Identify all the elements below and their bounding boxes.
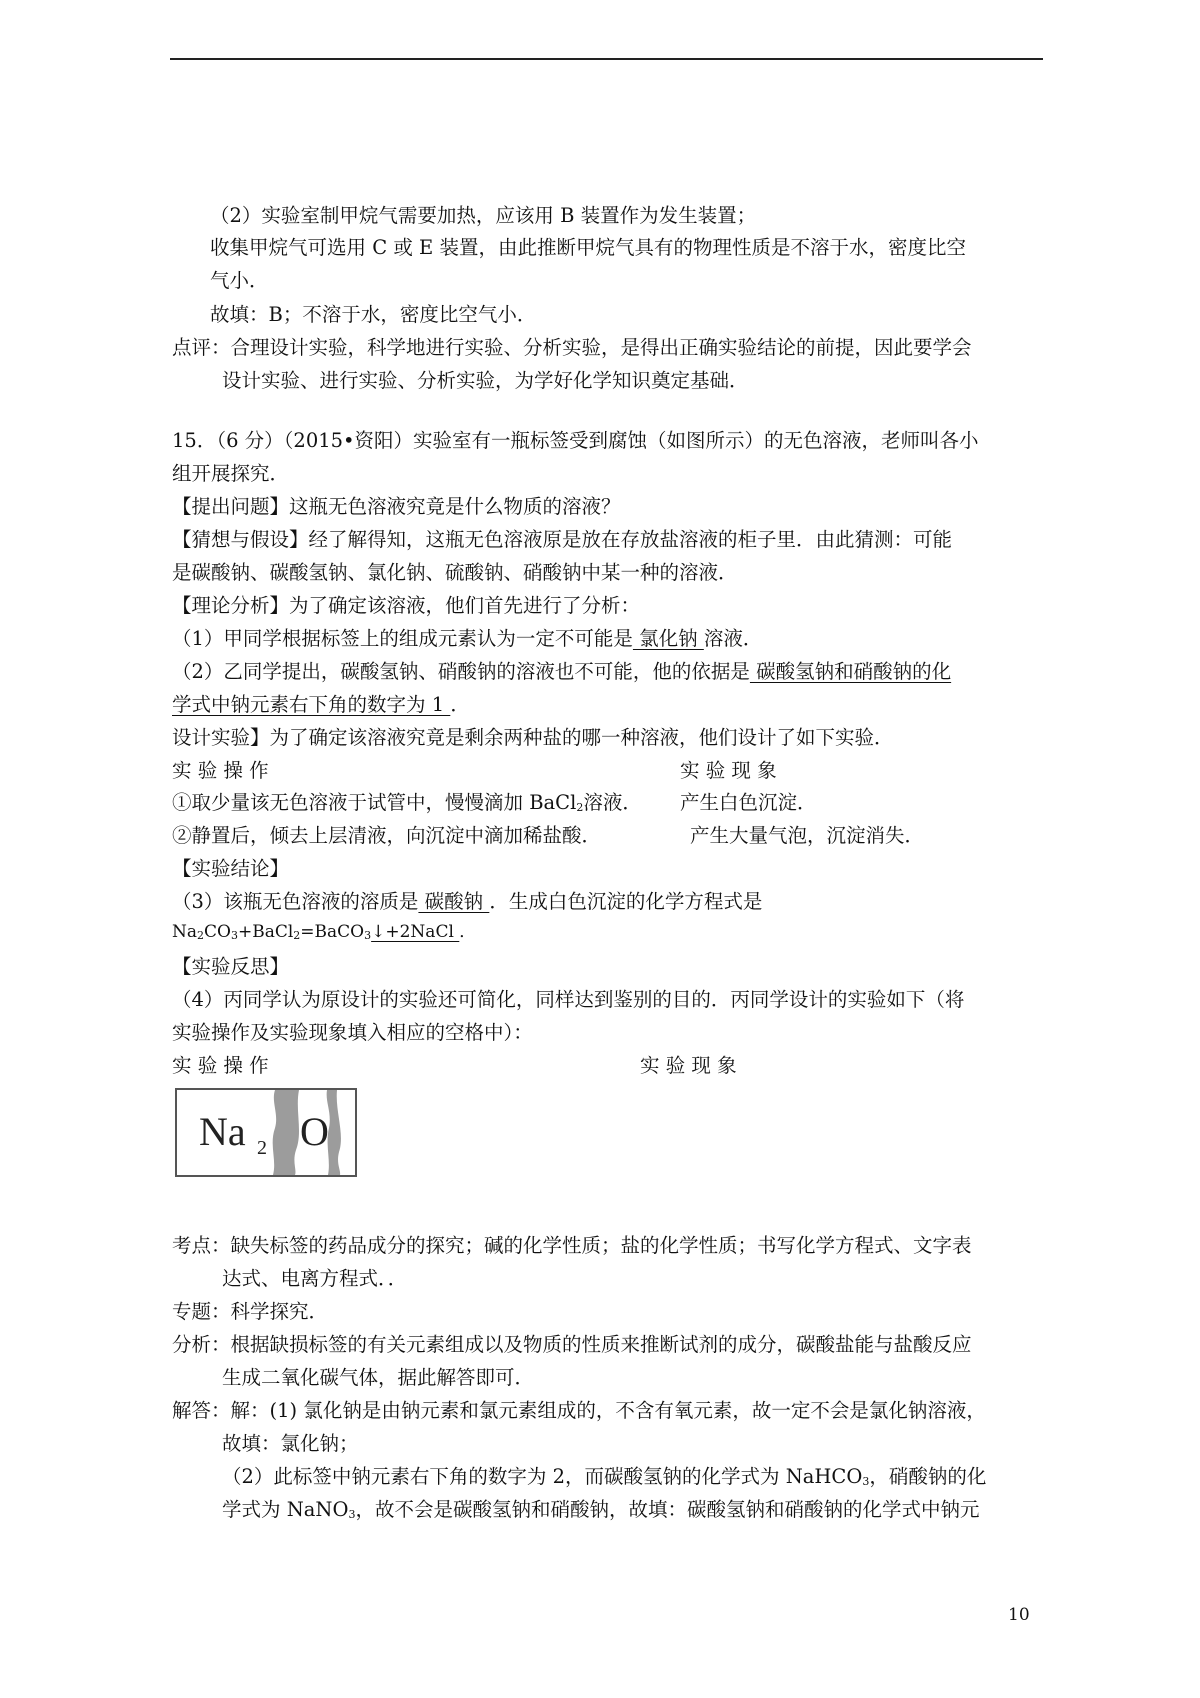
table-header-operation: [172, 1053, 269, 1078]
text-segment: 产生大量气泡，沉淀消失．: [690, 824, 925, 847]
text-segment: 设计实验】为了确定该溶液究竟是剩余两种盐的哪一种溶液，他们设计了如下实验．: [172, 726, 894, 749]
table-header-phenomenon: [640, 1053, 737, 1078]
label-o-text: O: [300, 1109, 329, 1154]
solution-line: [222, 1497, 979, 1522]
text-segment: （3）该瓶无色溶液的溶质是: [172, 890, 419, 913]
answer-blank: 碳酸氢钠和硝酸钠的化: [749, 660, 952, 683]
label-na-text: Na: [199, 1109, 246, 1154]
text-segment: 故填：氯化钠；: [222, 1432, 359, 1455]
text-segment: 收集甲烷气可选用 C 或 E 装置，由此推断甲烷气具有的物理性质是不溶于水，密度比空: [210, 236, 966, 259]
text-line: [210, 268, 269, 293]
text-line: [210, 302, 536, 327]
text-segment: 学式为 NaNO: [222, 1498, 349, 1521]
text-segment: +BaCl: [237, 922, 294, 942]
text-segment: =BaCO: [300, 922, 365, 942]
table-row-phenomenon: [690, 823, 924, 848]
text-segment: 3: [862, 1475, 870, 1488]
text-segment: ①取少量该无色溶液于试管中，慢慢滴加 BaCl: [172, 791, 577, 814]
text-segment: 实 验 现 象: [680, 759, 777, 782]
text-line: [172, 725, 894, 750]
text-segment: ．: [450, 693, 470, 716]
text-line: [172, 560, 738, 585]
text-line: [210, 203, 756, 228]
text-segment: 【实验结论】: [172, 857, 290, 880]
solution-line: [172, 1398, 986, 1423]
text-segment: 生成二氧化碳气体，据此解答即可．: [222, 1366, 535, 1389]
text-segment: 【提出问题】这瓶无色溶液究竟是什么物质的溶液？: [172, 495, 621, 518]
text-segment: （2）乙同学提出，碳酸氢钠、硝酸钠的溶液也不可能，他的依据是: [172, 660, 750, 683]
solution-line: [222, 1431, 359, 1456]
text-line: [172, 461, 289, 486]
text-segment: 2: [576, 801, 584, 814]
text-segment: 解答：解：(1) 氯化钠是由钠元素和氯元素组成的，不含有氧元素，故一定不会是氯化钠溶液，: [172, 1399, 986, 1422]
text-segment: CO: [204, 922, 231, 942]
text-segment: 【猜想与假设】经了解得知，这瓶无色溶液原是放在存放盐溶液的柜子里．由此猜测：可能: [172, 528, 953, 551]
text-segment: 2: [197, 929, 205, 942]
text-segment: （2）实验室制甲烷气需要加热，应该用 B 装置作为发生装置；: [210, 204, 757, 227]
text-segment: 达式、电离方程式．．: [222, 1267, 408, 1290]
text-segment: 考点：缺失标签的药品成分的探究；碱的化学性质；盐的化学性质；书写化学方程式、文字表: [172, 1234, 972, 1257]
text-segment: 【理论分析】为了确定该溶液，他们首先进行了分析：: [172, 594, 641, 617]
text-segment: ．: [459, 922, 477, 942]
answer-blank: 氯化钠: [632, 627, 704, 650]
text-segment: 【实验反思】: [172, 955, 290, 978]
text-line: [172, 494, 621, 519]
text-segment: 3: [364, 929, 372, 942]
label-na-subscript: 2: [257, 1137, 267, 1159]
text-segment: （1）甲同学根据标签上的组成元素认为一定不可能是: [172, 627, 633, 650]
table-header-operation: [172, 758, 269, 783]
text-segment: 组开展探究．: [172, 462, 290, 485]
analysis-line: [172, 1332, 972, 1357]
header-rule: [170, 58, 1043, 60]
text-segment: 点评：合理设计实验，科学地进行实验、分析实验，是得出正确实验结论的前提，因此要学会: [172, 336, 972, 359]
comment-line: [172, 335, 972, 360]
text-segment: ．生成白色沉淀的化学方程式是: [489, 890, 763, 913]
text-segment: （2）此标签中钠元素右下角的数字为 2，而碳酸氢钠的化学式为 NaHCO: [222, 1465, 863, 1488]
answer-line: [172, 889, 762, 914]
answer-blank: 学式中钠元素右下角的数字为 1: [172, 693, 451, 716]
answer-blank: 碳酸钠: [418, 890, 490, 913]
equation-line: [172, 921, 476, 943]
text-segment: ，故不会是碳酸氢钠和硝酸钠，故填：碳酸氢钠和硝酸钠的化学式中钠元: [355, 1498, 980, 1521]
text-segment: 故填：B；不溶于水，密度比空气小．: [210, 303, 537, 326]
text-line: [172, 593, 640, 618]
text-segment: 气小．: [210, 269, 269, 292]
comment-line: [222, 368, 749, 393]
text-segment: 3: [348, 1508, 356, 1521]
question-title: [172, 428, 979, 453]
text-segment: 2: [293, 929, 301, 942]
kaodian-line: [222, 1266, 407, 1291]
answer-line: [172, 626, 762, 651]
text-segment: （4）丙同学认为原设计的实验还可简化，同样达到鉴别的目的．丙同学设计的实验如下（将: [172, 988, 965, 1011]
text-segment: 实 验 操 作: [172, 1054, 269, 1077]
text-line: [172, 1020, 533, 1045]
text-segment: Na: [172, 922, 198, 942]
section-heading: [172, 856, 289, 881]
text-segment: 专题：科学探究．: [172, 1300, 329, 1323]
corroded-label-figure: [175, 1088, 357, 1177]
analysis-line: [222, 1365, 534, 1390]
text-segment: 3: [230, 929, 238, 942]
section-heading: [172, 954, 289, 979]
text-line: [172, 527, 952, 552]
text-line: [172, 987, 964, 1012]
answer-line: [172, 692, 470, 717]
table-row-operation: [172, 823, 601, 848]
text-segment: ②静置后，倾去上层清液，向沉淀中滴加稀盐酸．: [172, 824, 602, 847]
label-figure-svg: [177, 1090, 355, 1175]
solution-line: [222, 1464, 986, 1489]
text-segment: 产生白色沉淀．: [680, 791, 817, 814]
zhuanti-line: [172, 1299, 328, 1324]
text-segment: 实验操作及实验现象填入相应的空格中）：: [172, 1021, 533, 1044]
text-segment: 是碳酸钠、碳酸氢钠、氯化钠、硫酸钠、硝酸钠中某一种的溶液．: [172, 561, 738, 584]
text-segment: 实 验 现 象: [640, 1054, 737, 1077]
text-segment: 实 验 操 作: [172, 759, 269, 782]
text-segment: 分析：根据缺损标签的有关元素组成以及物质的性质来推断试剂的成分，碳酸盐能与盐酸反应: [172, 1333, 972, 1356]
answer-line: [172, 659, 951, 684]
answer-blank: ↓+2NaCl: [371, 922, 460, 942]
text-segment: 溶液．: [583, 791, 642, 814]
text-segment: ，硝酸钠的化: [869, 1465, 987, 1488]
table-row-phenomenon: [680, 790, 817, 815]
table-row-operation: [172, 790, 642, 815]
kaodian-line: [172, 1233, 972, 1258]
text-segment: 设计实验、进行实验、分析实验，为学好化学知识奠定基础．: [222, 369, 749, 392]
text-segment: 15．（6 分）（2015•资阳）实验室有一瓶标签受到腐蚀（如图所示）的无色溶液，老师叫各小: [172, 429, 979, 452]
text-segment: 溶液．: [703, 627, 763, 650]
page-number: 10: [1008, 1605, 1030, 1625]
text-line: [210, 235, 966, 260]
table-header-phenomenon: [680, 758, 777, 783]
